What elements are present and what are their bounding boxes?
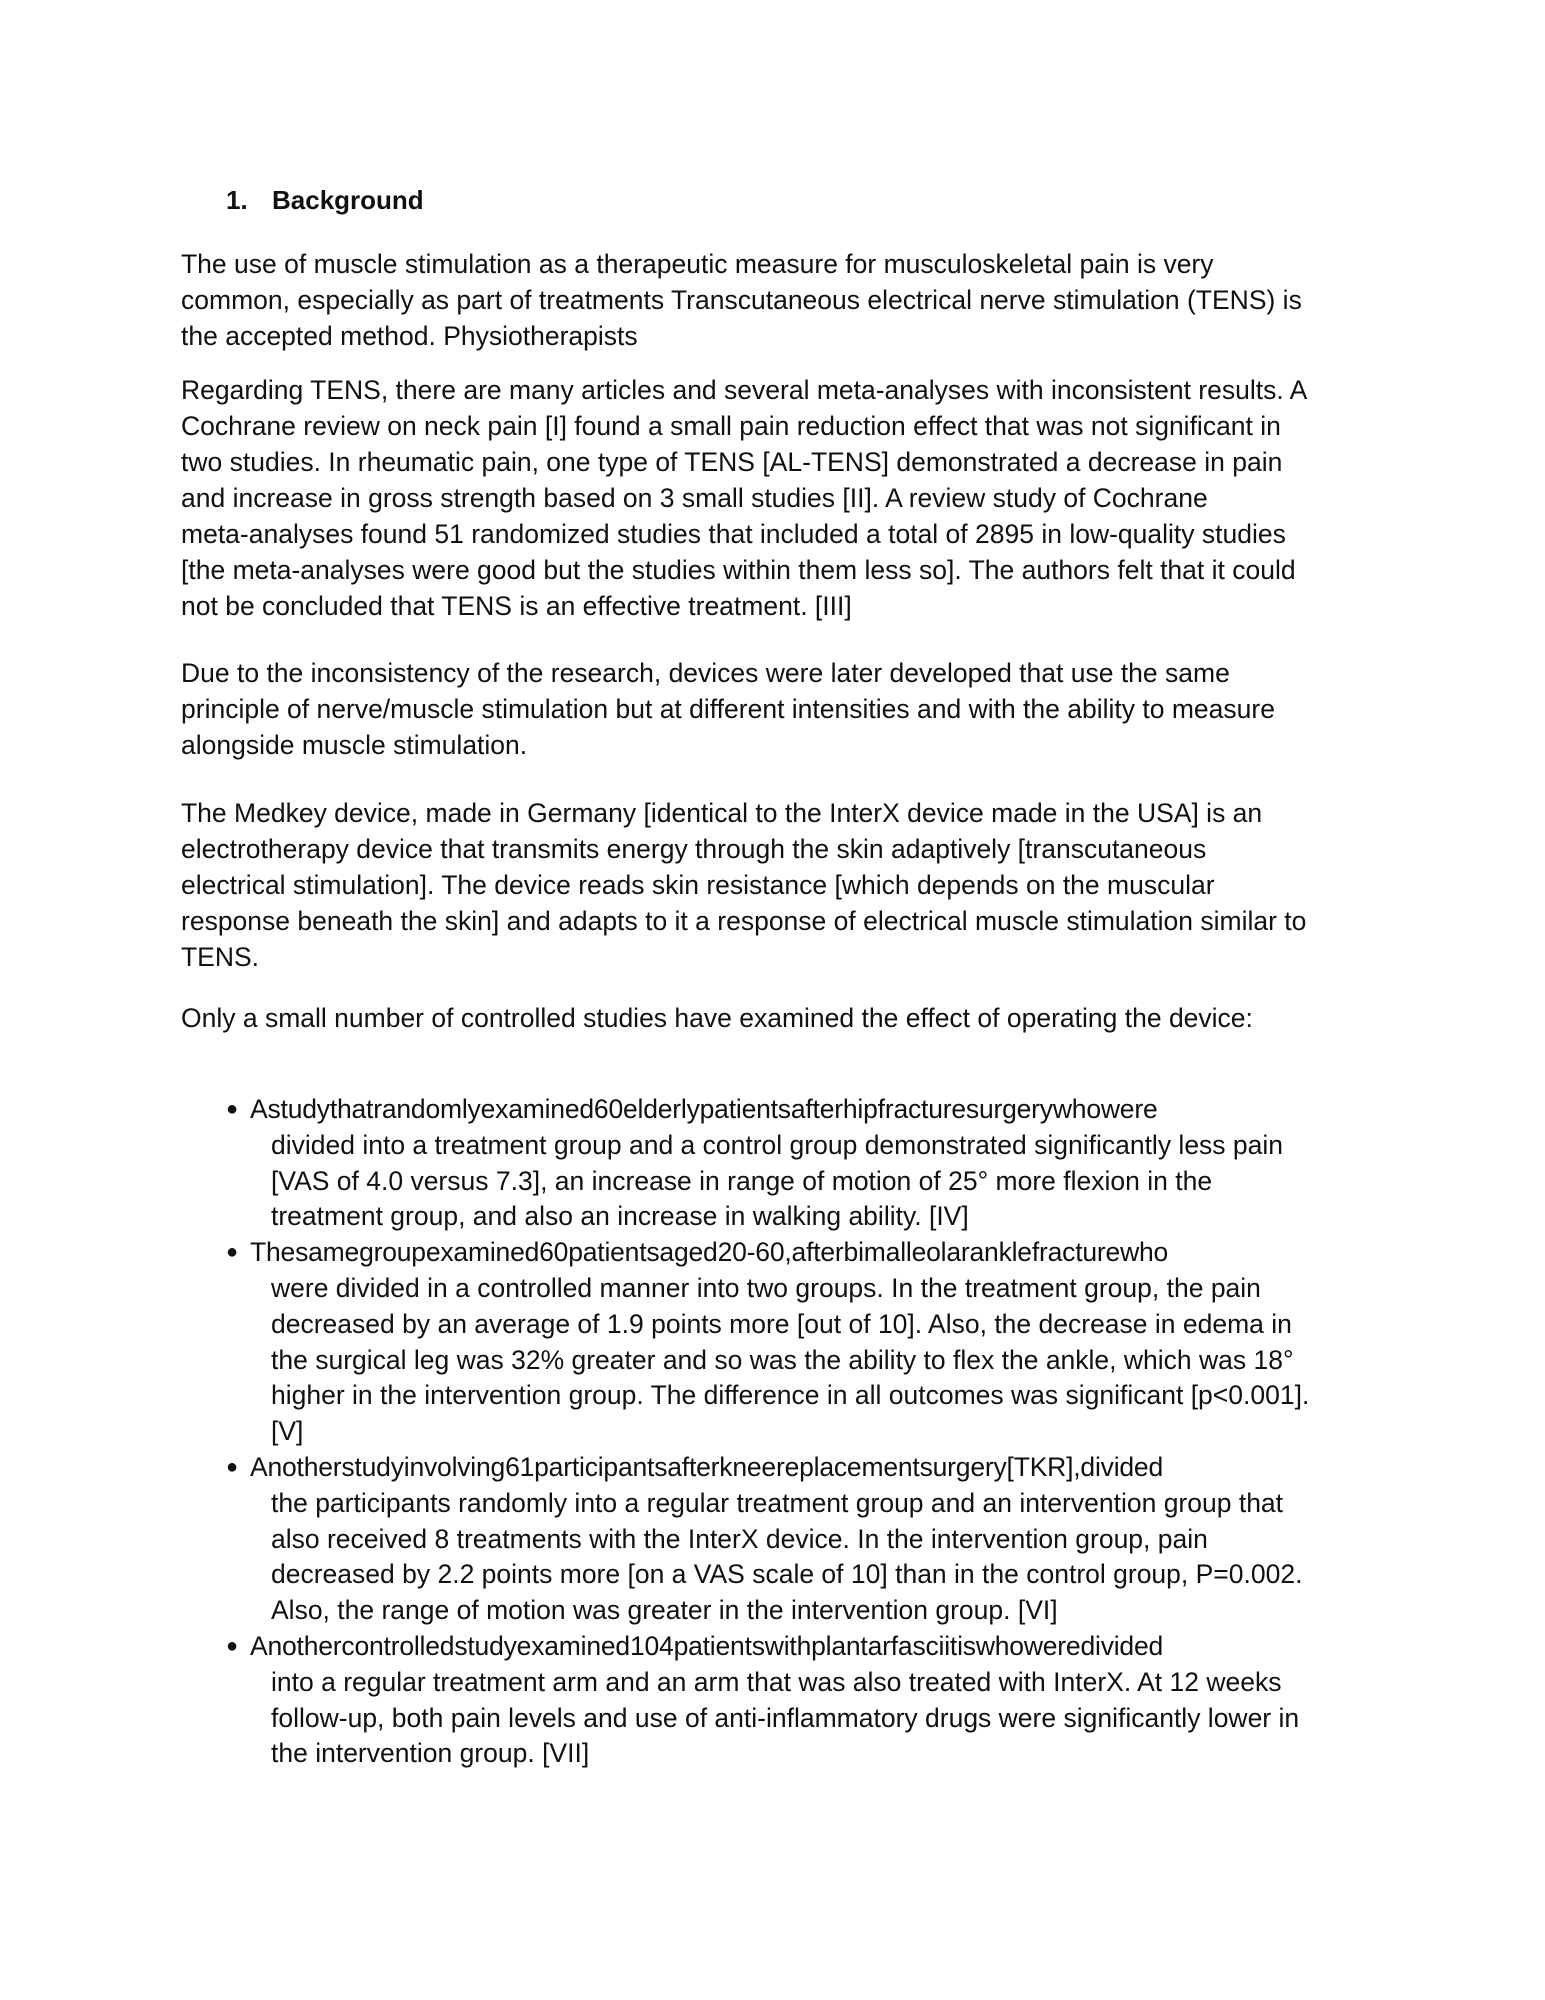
text-line: [VAS of 4.0 versus 7.3], an increase in range of motion of 25° more flexion in the <box>271 1165 1213 1196</box>
text-line: higher in the intervention group. The difference in all outcomes was significant [p<0.001]. <box>271 1380 1310 1411</box>
bullet-icon: ● <box>226 1241 239 1264</box>
text-line: Only a small number of controlled studies have examined the effect of operating the device: <box>181 1003 1253 1033</box>
text-line: Thesamegroupexamined60patientsaged20-60,afterbimalleolaranklefracturewho <box>250 1237 1169 1268</box>
list-item-study-knee-replacement <box>226 1450 1386 1629</box>
paragraph-studies-intro <box>181 1000 1381 1036</box>
section-heading <box>226 183 424 217</box>
text-line: Anothercontrolledstudyexamined104patientswithplantarfasciitiswhoweredivided <box>250 1630 1164 1661</box>
text-line: [V] <box>271 1416 304 1447</box>
text-line: Regarding TENS, there are many articles and several meta-analyses with inconsistent results. A <box>181 375 1308 405</box>
text-line: were divided in a controlled manner into two groups. In the treatment group, the pain <box>271 1272 1261 1303</box>
text-line: the accepted method. Physiotherapists <box>181 321 638 351</box>
text-line: the surgical leg was 32% greater and so was the ability to flex the ankle, which was 18° <box>271 1344 1294 1375</box>
studies-list <box>226 1092 1386 1772</box>
text-line: The Medkey device, made in Germany [identical to the InterX device made in the USA] is an <box>181 798 1263 828</box>
text-line: divided into a treatment group and a control group demonstrated significantly less pain <box>271 1129 1284 1160</box>
text-line: electrical stimulation]. The device reads skin resistance [which depends on the muscular <box>181 870 1215 900</box>
text-line: common, especially as part of treatments Transcutaneous electrical nerve stimulation (TENS) is <box>181 285 1302 315</box>
list-item-study-hip-fracture <box>226 1092 1386 1235</box>
text-line: and increase in gross strength based on 3 small studies [II]. A review study of Cochrane <box>181 483 1208 513</box>
text-line: treatment group, and also an increase in walking ability. [IV] <box>271 1201 969 1232</box>
text-line: also received 8 treatments with the InterX device. In the intervention group, pain <box>271 1523 1208 1554</box>
text-line: decreased by an average of 1.9 points more [out of 10]. Also, the decrease in edema in <box>271 1308 1292 1339</box>
text-line: follow-up, both pain levels and use of anti-inflammatory drugs were significantly lower in <box>271 1702 1300 1733</box>
text-line: response beneath the skin] and adapts to it a response of electrical muscle stimulation similar to <box>181 906 1307 936</box>
text-line: decreased by 2.2 points more [on a VAS scale of 10] than in the control group, P=0.002. <box>271 1559 1303 1590</box>
text-line: Due to the inconsistency of the research, devices were later developed that use the same <box>181 658 1230 688</box>
text-line: not be concluded that TENS is an effective treatment. [III] <box>181 591 852 621</box>
text-line: alongside muscle stimulation. <box>181 730 528 760</box>
text-line: Also, the range of motion was greater in the intervention group. [VI] <box>271 1595 1058 1626</box>
bullet-icon: ● <box>226 1098 239 1120</box>
text-line: two studies. In rheumatic pain, one type of TENS [AL-TENS] demonstrated a decrease in pain <box>181 447 1283 477</box>
list-item-study-plantar-fasciitis <box>226 1629 1386 1772</box>
text-line: the intervention group. [VII] <box>271 1738 590 1769</box>
text-line: the participants randomly into a regular treatment group and an intervention group that <box>271 1487 1284 1518</box>
paragraph-medkey-device <box>181 795 1381 975</box>
paragraph-device-development <box>181 655 1381 763</box>
text-line: TENS. <box>181 942 260 972</box>
section-number: 1. <box>226 185 248 215</box>
text-line: principle of nerve/muscle stimulation but at different intensities and with the ability to measure <box>181 694 1275 724</box>
text-line: The use of muscle stimulation as a therapeutic measure for musculoskeletal pain is very <box>181 249 1214 279</box>
text-line: [the meta-analyses were good but the studies within them less so]. The authors felt that it could <box>181 555 1296 585</box>
text-line: Anotherstudyinvolving61participantsafterkneereplacementsurgery[TKR],divided <box>250 1451 1164 1482</box>
paragraph-intro <box>181 246 1381 354</box>
bullet-icon: ● <box>226 1455 239 1478</box>
section-title: Background <box>272 185 424 215</box>
bullet-icon: ● <box>226 1634 239 1657</box>
list-item-study-ankle-fracture <box>226 1235 1386 1450</box>
text-line: Cochrane review on neck pain [I] found a small pain reduction effect that was not significant in <box>181 411 1281 441</box>
text-line: meta-analyses found 51 randomized studies that included a total of 2895 in low-quality studies <box>181 519 1286 549</box>
paragraph-tens-research <box>181 372 1381 624</box>
text-line: Astudythatrandomlyexamined60elderlypatientsafterhipfracturesurgerywhowere <box>250 1094 1158 1124</box>
text-line: into a regular treatment arm and an arm that was also treated with InterX. At 12 weeks <box>271 1666 1282 1697</box>
text-line: electrotherapy device that transmits energy through the skin adaptively [transcutaneous <box>181 834 1207 864</box>
